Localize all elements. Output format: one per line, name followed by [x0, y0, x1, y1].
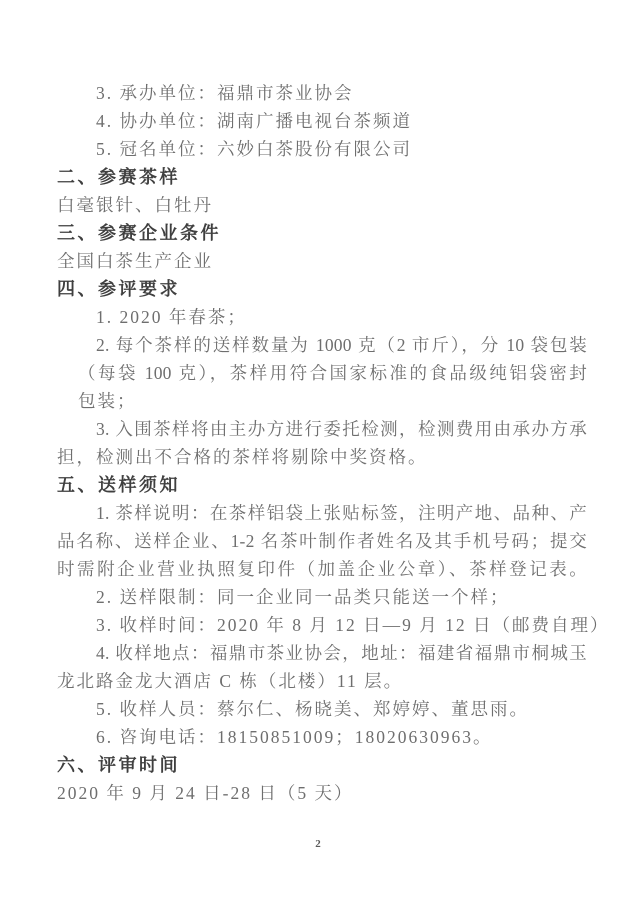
doc-line-notice-4: 4. 收样地点：福鼎市茶业协会，地址：福建省福鼎市桐城玉 [96, 643, 587, 663]
doc-line-notice-1-cont-end: 时需附企业营业执照复印件（加盖企业公章）、茶样登记表。 [57, 559, 587, 579]
doc-line-notice-2: 2. 送样限制：同一企业同一品类只能送一个样； [96, 587, 510, 607]
doc-line-organizer: 3. 承办单位：福鼎市茶业协会 [96, 83, 354, 103]
doc-line-notice-1: 1. 茶样说明：在茶样铝袋上张贴标签，注明产地、品种、产 [96, 503, 587, 523]
doc-line-notice-5: 5. 收样人员：蔡尔仁、杨晓美、郑婷婷、董思雨。 [96, 699, 529, 719]
doc-line-enterprise-scope: 全国白茶生产企业 [57, 251, 213, 271]
doc-line-notice-6: 6. 咨询电话：18150851009；18020630963。 [96, 727, 493, 747]
section-heading-entry-requirements: 四、参评要求 [57, 279, 180, 299]
doc-line-review-dates: 2020 年 9 月 24 日-28 日（5 天） [57, 783, 354, 803]
doc-line-tea-types: 白毫银针、白牡丹 [57, 195, 213, 215]
section-heading-sample-notice: 五、送样须知 [57, 475, 180, 495]
document-body [57, 79, 610, 807]
doc-line-req-2: 2. 每个茶样的送样数量为 1000 克（2 市斤），分 10 袋包装 [96, 335, 587, 355]
doc-line-req-1: 1. 2020 年春茶； [96, 307, 247, 327]
doc-line-notice-3: 3. 收样时间：2020 年 8 月 12 日—9 月 12 日（邮费自理） [96, 615, 610, 635]
doc-line-co-organizer: 4. 协办单位：湖南广播电视台茶频道 [96, 111, 412, 131]
page-number: 2 [315, 838, 321, 850]
doc-line-req-3-cont: 担，检测出不合格的茶样将剔除中奖资格。 [57, 447, 428, 467]
doc-line-req-3: 3. 入围茶样将由主办方进行委托检测，检测费用由承办方承 [96, 419, 587, 439]
doc-line-notice-1-cont: 品名称、送样企业、1-2 名茶叶制作者姓名及其手机号码；提交 [57, 531, 587, 551]
doc-line-req-2-cont: （每袋 100 克），茶样用符合国家标准的食品级纯铝袋密封 [78, 363, 587, 383]
doc-line-notice-4-cont: 龙北路金龙大酒店 C 栋（北楼）11 层。 [57, 671, 404, 691]
doc-line-req-2-cont-end: 包装； [78, 391, 137, 411]
doc-line-title-sponsor: 5. 冠名单位：六妙白茶股份有限公司 [96, 139, 412, 159]
section-heading-enterprise-terms: 三、参赛企业条件 [57, 223, 221, 243]
section-heading-review-time: 六、评审时间 [57, 755, 180, 775]
section-heading-tea-samples: 二、参赛茶样 [57, 167, 180, 187]
